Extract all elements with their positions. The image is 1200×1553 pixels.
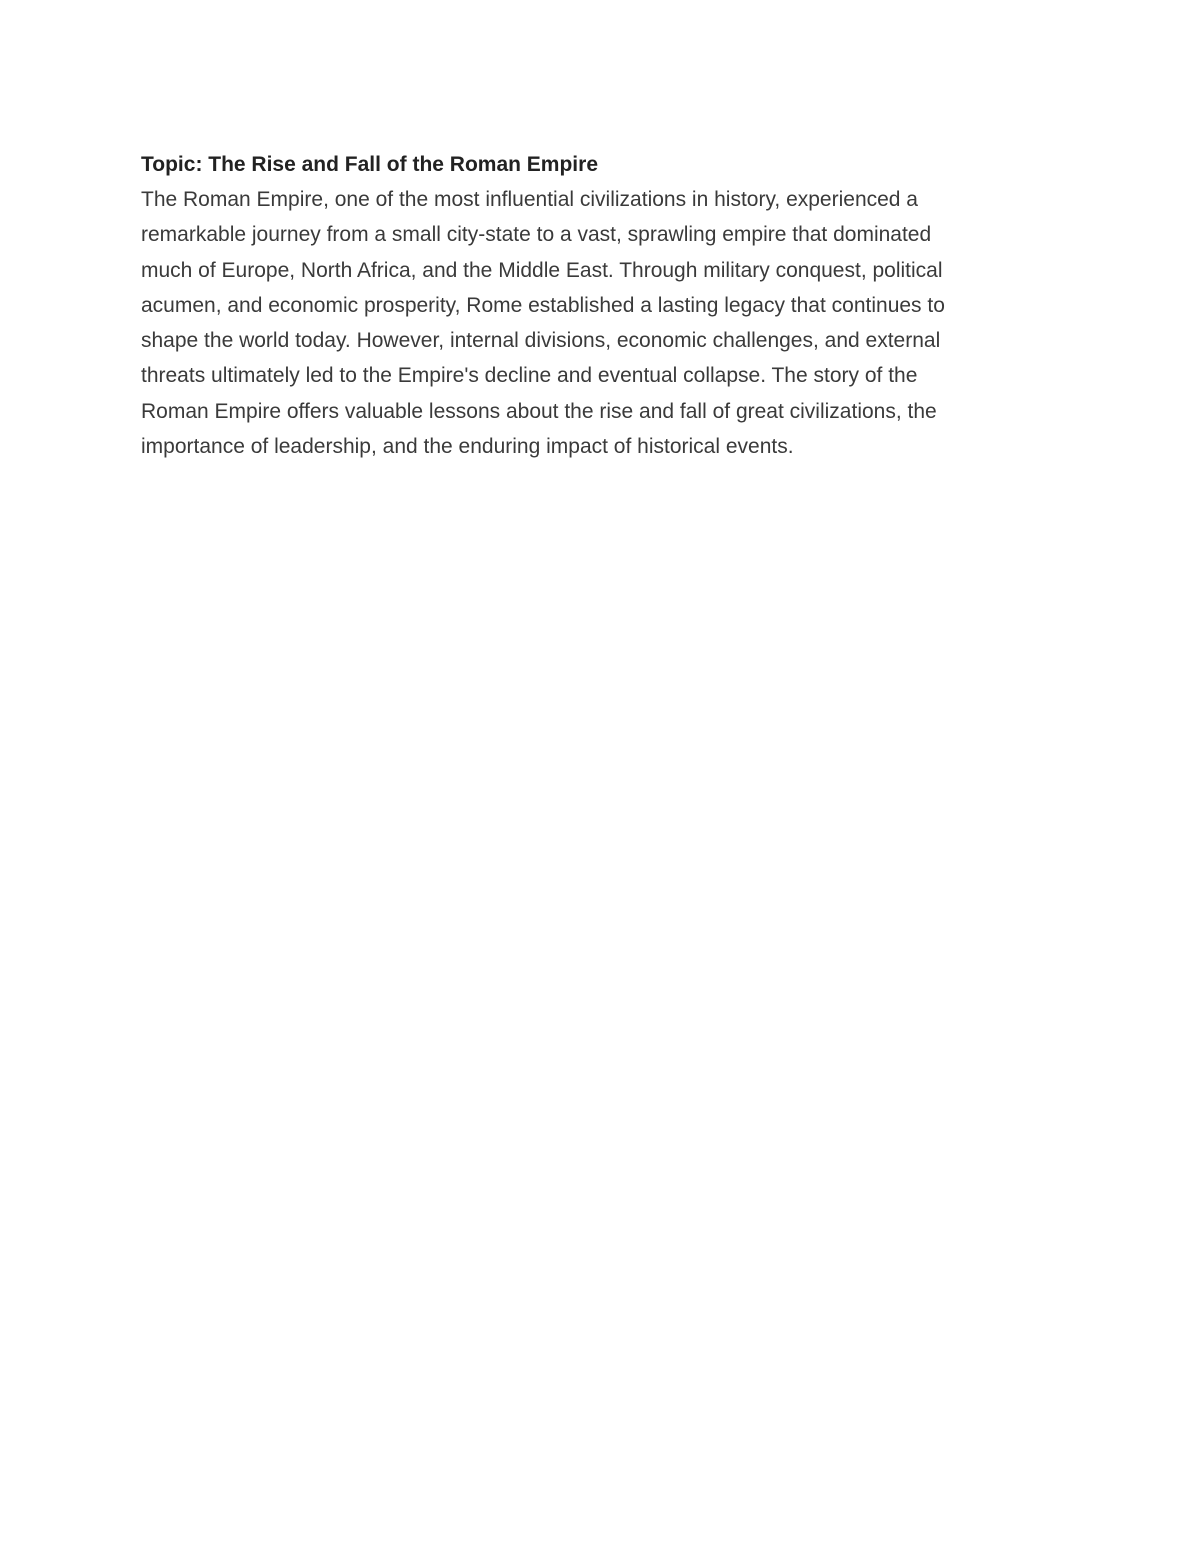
paragraph-line: threats ultimately led to the Empire's decline and eventual collapse. The story of the [141,364,918,388]
paragraph-line: shape the world today. However, internal divisions, economic challenges, and external [141,329,941,353]
document-content [141,148,1061,464]
paragraph-line: much of Europe, North Africa, and the Middle East. Through military conquest, political [141,258,943,282]
paragraph-line: importance of leadership, and the enduring impact of historical events. [141,435,794,459]
document-title: Topic: The Rise and Fall of the Roman Empire [141,153,598,176]
paragraph-line: Roman Empire offers valuable lessons about the rise and fall of great civilizations, the [141,399,937,423]
paragraph-line: remarkable journey from a small city-state to a vast, sprawling empire that dominated [141,223,932,247]
paragraph-line: The Roman Empire, one of the most influential civilizations in history, experienced a [141,188,918,211]
paragraph-line: acumen, and economic prosperity, Rome established a lasting legacy that continues to [141,293,945,317]
document-paragraph [141,182,1061,464]
